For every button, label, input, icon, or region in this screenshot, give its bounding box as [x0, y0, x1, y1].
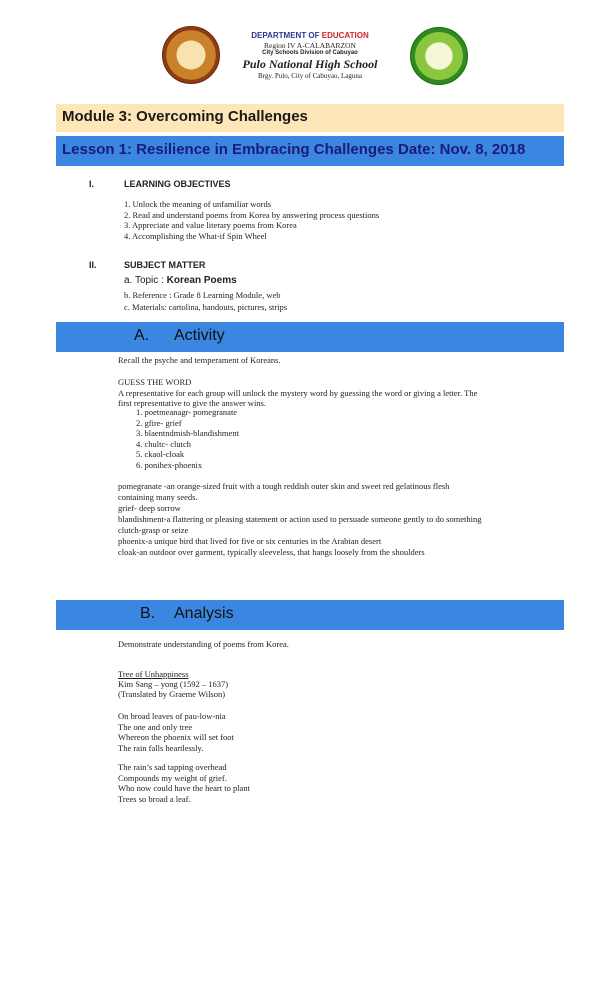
poem-line: The rain falls heartlessly. — [118, 742, 204, 753]
section-1-title: LEARNING OBJECTIVES — [124, 179, 231, 189]
module-banner — [56, 104, 564, 132]
topic-label: a. Topic : — [124, 275, 167, 286]
definition-line: grief- deep sorrow — [118, 503, 181, 513]
activity-letter: A. — [134, 327, 150, 344]
activity-banner — [56, 322, 564, 352]
scrambled-word: 5. ckaol-cloak — [136, 449, 185, 459]
scrambled-word: 2. gfire- grief — [136, 417, 182, 428]
analysis-banner — [56, 600, 564, 630]
game-instruction-1: A representative for each group will unlock the mystery word by guessing the word or giving a letter. The — [118, 387, 478, 398]
poem-line: Trees so broad a leaf. — [118, 793, 191, 804]
activity-intro: Recall the psyche and temperament of Koreans. — [118, 355, 281, 365]
poem-author: Kim Sang – yong (1592 – 1637) — [118, 679, 229, 689]
analysis-title: Analysis — [174, 605, 234, 622]
definition-line: cloak-an outdoor over garment, typically sleeveless, that hangs loosely from the shoulders — [118, 547, 425, 557]
game-title: GUESS THE WORD — [118, 377, 192, 387]
lesson-title: Lesson 1: Resilience in Embracing Challenges — [62, 141, 394, 158]
dept-prefix: DEPARTMENT OF — [251, 31, 322, 40]
dept-suffix: EDUCATION — [321, 31, 369, 40]
topic-line — [124, 275, 237, 286]
scrambled-word: 3. blaentndmish-blandishment — [136, 428, 239, 438]
analysis-intro: Demonstrate understanding of poems from Korea. — [118, 639, 289, 649]
lesson-banner — [56, 136, 564, 166]
poem-line: Who now could have the heart to plant — [118, 783, 250, 793]
objective-item: 2. Read and understand poems from Korea by answering process questions — [124, 209, 380, 220]
scrambled-word: 6. ponihex-phoenix — [136, 459, 203, 470]
objective-item: 1. Unlock the meaning of unfamiliar words — [124, 199, 272, 209]
definition-line: blandishment-a flattering or pleasing statement or action used to persuade someone gently to do something — [118, 514, 482, 524]
definition-line: clutch-grasp or seize — [118, 525, 189, 535]
section-1-number: I. — [89, 179, 95, 189]
module-title: Module 3: Overcoming Challenges — [62, 108, 308, 125]
poem-translator: (Translated by Graeme Wilson) — [118, 689, 226, 699]
section-2-number: II. — [89, 260, 97, 270]
materials-line: c. Materials: cartolina, handouts, pictures, strips — [124, 302, 288, 312]
department-heading — [10, 31, 600, 40]
scrambled-word: 1. poetmeanagr- pomegranate — [136, 407, 238, 417]
definition-line: phoenix-a unique bird that lived for five or six centuries in the Arabian desert — [118, 536, 382, 546]
definition-line: pomegranate -an orange-sized fruit with a tough reddish outer skin and sweet red gelatinous flesh — [118, 481, 450, 491]
poem-line: The one and only tree — [118, 721, 193, 732]
definition-line: containing many seeds. — [118, 492, 198, 502]
region-line: Region IV A-CALABARZON — [264, 41, 356, 50]
school-name: Pulo National High School — [242, 57, 378, 71]
poem-line: The rain’s sad tapping overhead — [118, 762, 227, 772]
poem-line: Whereon the phoenix will set foot — [118, 732, 234, 742]
activity-title: Activity — [174, 327, 225, 344]
section-2-title: SUBJECT MATTER — [124, 260, 206, 270]
school-address: Brgy. Pulo, City of Cabuyao, Laguna — [257, 72, 363, 80]
division-line: City Schools Division of Cabuyao — [262, 50, 358, 56]
poem-line: Compounds my weight of grief. — [118, 772, 227, 783]
objective-item: 3. Appreciate and value literary poems from Korea — [124, 220, 297, 230]
objective-item: 4. Accomplishing the What-if Spin Wheel — [124, 230, 267, 241]
topic-value: Korean Poems — [166, 275, 237, 286]
scrambled-word: 4. chultc- clutch — [136, 438, 191, 449]
poem-title: Tree of Unhappiness — [118, 669, 189, 679]
reference-line: b. Reference : Grade 8 Learning Module, web — [124, 290, 281, 300]
analysis-letter: B. — [140, 605, 156, 622]
game-instruction-2: first representative to give the answer wins. — [118, 397, 266, 408]
poem-line: On broad leaves of pau-low-nia — [118, 711, 226, 721]
lesson-date: Date: Nov. 8, 2018 — [398, 141, 526, 158]
